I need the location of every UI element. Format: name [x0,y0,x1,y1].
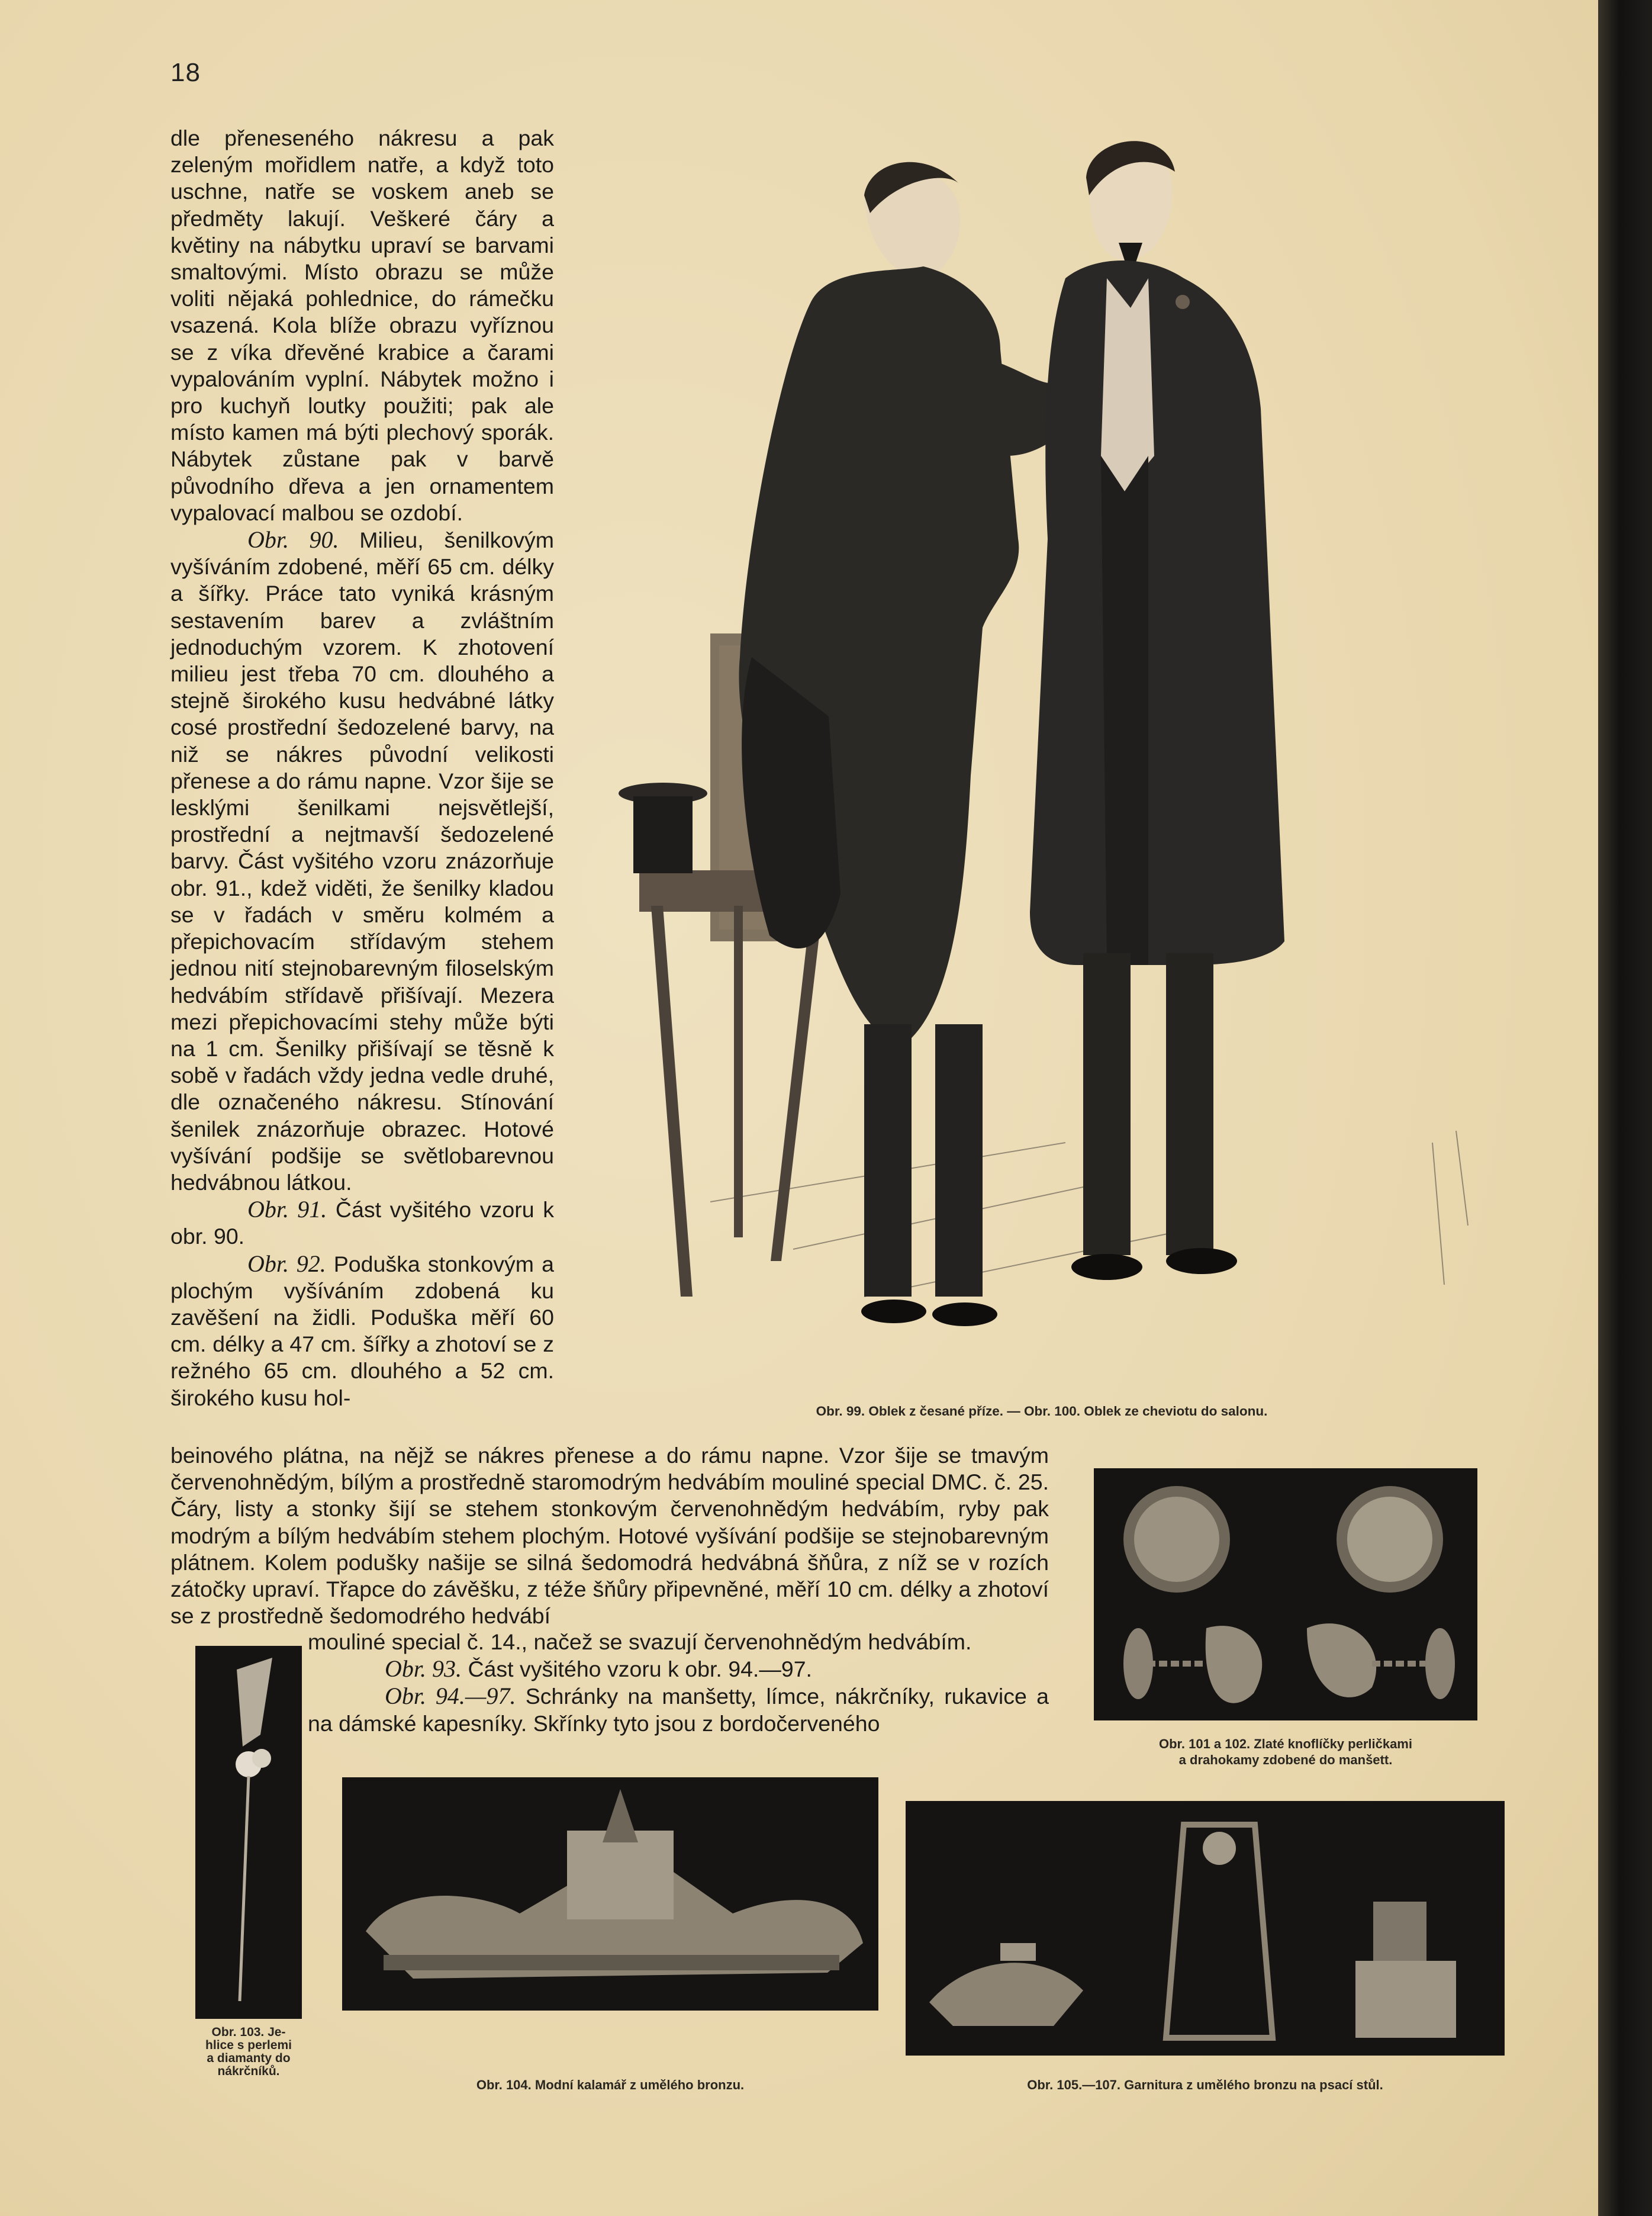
book-spine-edge [1598,0,1652,2216]
paragraph-intro: dle přeneseného nákresu a pak zeleným mořidlem natře, a když toto uschne, natře se voskem aneb se předměty lakují. Veškeré čáry a květiny na nábytku upraví se barvami smaltovými. Místo obrazu se může voliti nějaká pohlednice, do rámečku vsazená. Kola blíže obrazu vyříznou se z víka dřevěné krabice a čarami vypalováním vyplní. Nábytek možno i pro kuchyň loutky použiti; pak ale místo kamen má býti plechový sporák. Nábytek zůstane pak v barvě původního dřeva a jen ornamentem vypalovací malbou se ozdobí. [170,126,554,525]
page-number: 18 [170,58,201,87]
figure-ref: Obr. 94.—97. [385,1683,516,1710]
top-hat [619,783,707,873]
desk-set-photo [906,1801,1505,2056]
caption-fig-103: Obr. 103. Je- hlice s perlemi a diamanty do nákrčníků. [205,2025,292,2078]
caption-fig-105-107: Obr. 105.—107. Garnitura z umělého bronzu na psací stůl. [1027,2077,1383,2092]
figure-ref: Obr. 92. [247,1250,326,1277]
stickpin-photo [195,1646,302,2019]
inkstand-image [342,1777,878,2011]
wide-paragraph: beinového plátna, na nějž se nákres přenese a do rámu napne. Vzor šije se tmavým červenohnědým, bílým a prostředně staromodrým hedvábím mouliné special DMC. č. 25. Čáry, listy a stonky šijí se stehem stonkovým červenohnědým hedvábím, ryby pak modrým a bílým hedvábím stehem plochým. Hotové vyšívání podšije se stejnobarevným plátnem. Kolem podušky našije se silná šedomodrá hedvábná šňůra, z níž se v rozích zátočky upraví. Třapce do závěšku, z téže šňůry připevněné, měří 10 cm. délky a zhotoví se z prostředně šedomodrého hedvábí [170,1443,1049,1629]
stickpin-image [195,1646,302,2019]
figure-ref: Obr. 91. [247,1196,327,1223]
paragraph-obr-90: Obr. 90. Milieu, šenilkovým vyšíváním zdobené, měří 65 cm. délky a šířky. Práce tato vyniká krásným sestavením barev a zvláštním jednoduchým vzorem. K zhotovení milieu jest třeba 70 cm. dlouhého a stejně širokého kusu hedvábné látky cosé prostřední šedozelené barvy, na niž se nákres původní velikosti přenese a do rámu napne. Vzor šije se lesklými šenilkami nejsvětlejší, prostřední a nejtmavší šedozelené barvy. Část vyšitého vzoru znázorňuje obr. 91., kdež viděti, že šenilky kladou se v řadách v směru kolmém a přepichovacím střídavým stehem jednou nití stejnobarevným filoselským hedvábím střídavě přišívají. Mezera mezi přepichovacími stehy může býti na 1 cm. Šenilky přišívají se těsně k sobě v řadách vždy jedna vedle druhé, dle označeného nákresu. Stínování šenilek znázorňuje obrazec. Hotové vyšívání podšije se světlobarevnou hedvábnou látkou. [170,526,554,1195]
cufflinks-image [1094,1468,1477,1720]
figure-ref: Obr. 93. [385,1655,462,1683]
figure-ref: Obr. 90. [247,526,339,554]
inkstand-photo [342,1777,878,2011]
left-column-text [170,124,554,1411]
caption-fig-99-100: Obr. 99. Oblek z česané příze. — Obr. 100. Oblek ze cheviotu do salonu. [816,1404,1268,1419]
desk-set-image [906,1801,1505,2056]
paragraph-obr-91: Obr. 91. Část vyšitého vzoru k obr. 90. [170,1196,554,1249]
caption-fig-101-102: Obr. 101 a 102. Zlaté knoflíčky perličkami a drahokamy zdobené do manšett. [1158,1736,1412,1767]
man-front-view [1030,141,1284,1280]
caption-fig-104: Obr. 104. Modní kalamář z umělého bronzu. [476,2077,745,2092]
paragraph-obr-92: Obr. 92. Poduška stonkovým a plochým vyšíváním zdobená ku zavěšení na židli. Poduška měří 60 cm. délky a 47 cm. šířky a zhotoví se z režného 65 cm. dlouhého a 52 cm. širokého kusu hol- [170,1250,554,1410]
paragraph-mouline: mouliné special č. 14., načež se svazují červenohnědým hedvábím. [308,1629,972,1654]
paragraph-obr-94-97: Obr. 94.—97. Schránky na manšetty, límce, nákrčníky, rukavice a na dámské kapesníky. Skřínky tyto jsou z bordočerveného [308,1683,1049,1736]
paragraph-obr-93: Obr. 93. Část vyšitého vzoru k obr. 94.—97. [385,1655,812,1683]
men-suits-illustration [616,124,1515,1379]
tail-text [308,1629,1049,1737]
cufflinks-photo [1094,1468,1477,1720]
